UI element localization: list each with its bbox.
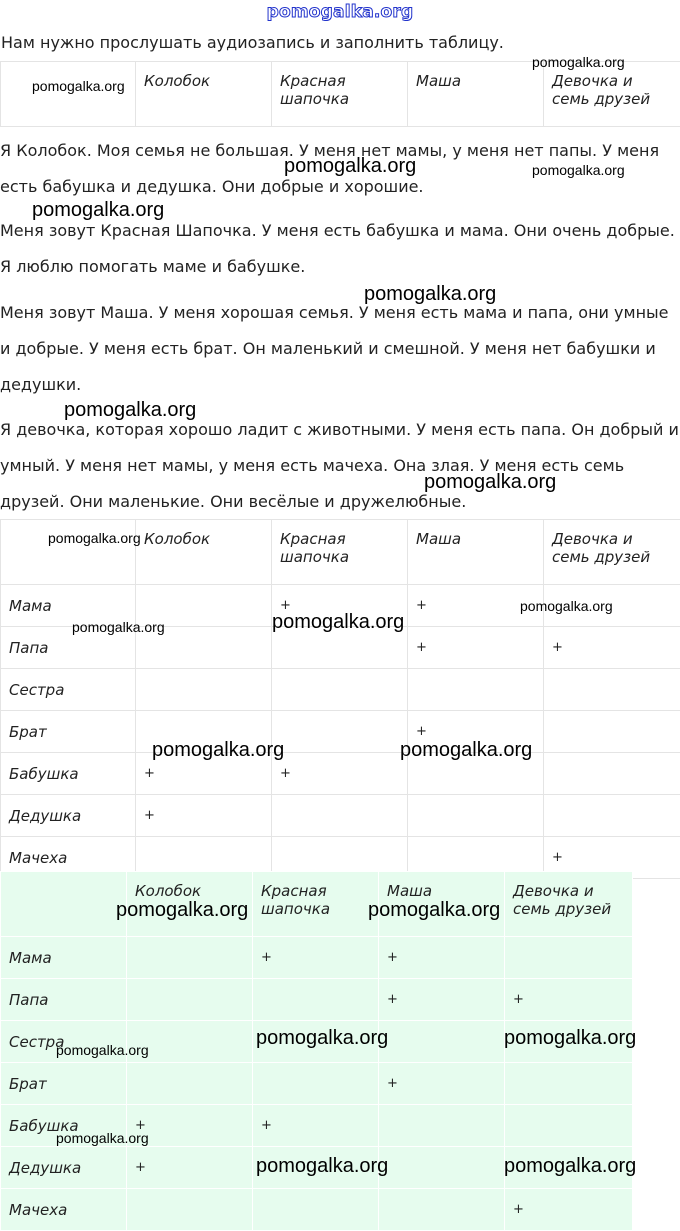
- table-cell: [379, 1105, 505, 1147]
- column-header: Колобок: [136, 520, 272, 585]
- filled-table: [0, 519, 680, 879]
- paragraph-red-riding-hood: Меня зовут Красная Шапочка. У меня есть бабушка и мама. Они очень добрые. Я люблю помогать маме и бабушке.: [0, 213, 680, 285]
- table-cell: +: [136, 795, 272, 837]
- table-cell: +: [127, 1147, 253, 1189]
- watermark: pomogalka.org: [272, 611, 404, 634]
- table-cell: +: [544, 627, 680, 669]
- table-cell: +: [379, 1063, 505, 1105]
- empty-table: [0, 61, 680, 127]
- paragraph-girl-seven-friends: Я девочка, которая хорошо ладит с животными. У меня есть папа. Он добрый и умный. У меня нет мамы, у меня есть мачеха. Она злая. У меня есть семь друзей. Они маленькие. Они весёлые и дружелюбные.: [0, 412, 680, 520]
- row-header: Мачеха: [1, 1189, 127, 1231]
- watermark: pomogalka.org: [400, 739, 532, 762]
- table-row: [1, 795, 680, 837]
- table-row: [1, 669, 680, 711]
- watermark: pomogalka.org: [56, 1130, 149, 1146]
- table-cell: +: [136, 753, 272, 795]
- row-header: Дедушка: [1, 795, 136, 837]
- table-cell: +: [505, 979, 633, 1021]
- table-cell: [544, 711, 680, 753]
- column-header: Красная шапочка: [272, 62, 408, 127]
- row-header: Бабушка: [1, 1105, 127, 1147]
- table-cell: [253, 1063, 379, 1105]
- table-row: [1, 1063, 633, 1105]
- table-cell: [127, 979, 253, 1021]
- table-cell: +: [253, 937, 379, 979]
- table-cell: [272, 711, 408, 753]
- table-cell: [127, 1189, 253, 1231]
- table-row: [1, 711, 680, 753]
- row-header: Сестра: [1, 669, 136, 711]
- row-header: Дедушка: [1, 1147, 127, 1189]
- table-cell: [544, 753, 680, 795]
- table-cell: +: [505, 1189, 633, 1231]
- table-cell: [505, 1063, 633, 1105]
- watermark: pomogalka.org: [284, 155, 416, 178]
- row-header: Сестра: [1, 1021, 127, 1063]
- watermark: pomogalka.org: [152, 739, 284, 762]
- table-cell: +: [544, 837, 680, 879]
- column-header: Маша: [379, 872, 505, 937]
- paragraph-masha: Меня зовут Маша. У меня хорошая семья. У меня есть мама и папа, они умные и добрые. У меня есть брат. Он маленький и смешной. У меня нет бабушки и дедушки.: [0, 295, 680, 403]
- watermark: pomogalka.org: [32, 78, 125, 94]
- watermark: pomogalka.org: [256, 1155, 388, 1178]
- table-cell: +: [272, 753, 408, 795]
- watermark: pomogalka.org: [364, 283, 496, 306]
- watermark: pomogalka.org: [532, 162, 625, 178]
- table-header-row: [1, 62, 680, 127]
- table-cell: +: [127, 1105, 253, 1147]
- table-cell: [379, 1021, 505, 1063]
- table-cell: [127, 937, 253, 979]
- column-header: Красная шапочка: [272, 520, 408, 585]
- table-cell: [408, 669, 544, 711]
- column-header: Колобок: [127, 872, 253, 937]
- row-header: Папа: [1, 627, 136, 669]
- row-header: Папа: [1, 979, 127, 1021]
- corner-cell: [1, 872, 127, 937]
- table-cell: [379, 1147, 505, 1189]
- watermark: pomogalka.org: [424, 471, 556, 494]
- table-cell: [544, 795, 680, 837]
- intro-text: Нам нужно прослушать аудиозапись и заполнить таблицу.: [1, 33, 504, 52]
- table-row: [1, 937, 633, 979]
- watermark: pomogalka.org: [32, 199, 164, 222]
- watermark: pomogalka.org: [116, 899, 248, 922]
- column-header: Красная шапочка: [253, 872, 379, 937]
- paragraph-kolobok: Я Колобок. Моя семья не большая. У меня нет мамы, у меня нет папы. У меня есть бабушка и дедушка. Они добрые и хорошие.: [0, 133, 680, 205]
- table-cell: [253, 1189, 379, 1231]
- site-title-logo[interactable]: pomogalka.org: [0, 2, 680, 22]
- table-cell: +: [379, 979, 505, 1021]
- watermark: pomogalka.org: [64, 399, 196, 422]
- column-header: Девочка и семь друзей: [505, 872, 633, 937]
- table-cell: [272, 795, 408, 837]
- watermark: pomogalka.org: [504, 1027, 636, 1050]
- row-header: Брат: [1, 1063, 127, 1105]
- watermark: pomogalka.org: [72, 619, 165, 635]
- watermark: pomogalka.org: [368, 899, 500, 922]
- row-header: Мачеха: [1, 837, 136, 879]
- table-cell: +: [408, 585, 544, 627]
- table-cell: [505, 937, 633, 979]
- column-header: Девочка и семь друзей: [544, 520, 680, 585]
- watermark: pomogalka.org: [520, 598, 613, 614]
- column-header: Колобок: [136, 62, 272, 127]
- table-cell: +: [379, 937, 505, 979]
- corner-cell: [1, 62, 136, 127]
- table-cell: +: [272, 585, 408, 627]
- row-header: Мама: [1, 585, 136, 627]
- table-cell: [127, 1063, 253, 1105]
- table-cell: [272, 669, 408, 711]
- watermark: pomogalka.org: [56, 1042, 149, 1058]
- table-row: [1, 979, 633, 1021]
- column-header: Маша: [408, 62, 544, 127]
- watermark: pomogalka.org: [48, 530, 141, 546]
- table-row: [1, 1189, 633, 1231]
- row-header: Мама: [1, 937, 127, 979]
- row-header: Брат: [1, 711, 136, 753]
- table-cell: +: [408, 711, 544, 753]
- watermark: pomogalka.org: [256, 1027, 388, 1050]
- table-header-row: [1, 872, 633, 937]
- table-cell: [136, 669, 272, 711]
- table-cell: +: [408, 627, 544, 669]
- table-cell: [544, 669, 680, 711]
- table-cell: [505, 1105, 633, 1147]
- column-header: Девочка и семь друзей: [544, 62, 680, 127]
- watermark: pomogalka.org: [532, 54, 625, 70]
- table-row: [1, 753, 680, 795]
- watermark: pomogalka.org: [504, 1155, 636, 1178]
- table-cell: +: [253, 1105, 379, 1147]
- table-cell: [253, 979, 379, 1021]
- column-header: Маша: [408, 520, 544, 585]
- row-header: Бабушка: [1, 753, 136, 795]
- table-cell: [379, 1189, 505, 1231]
- table-cell: [408, 795, 544, 837]
